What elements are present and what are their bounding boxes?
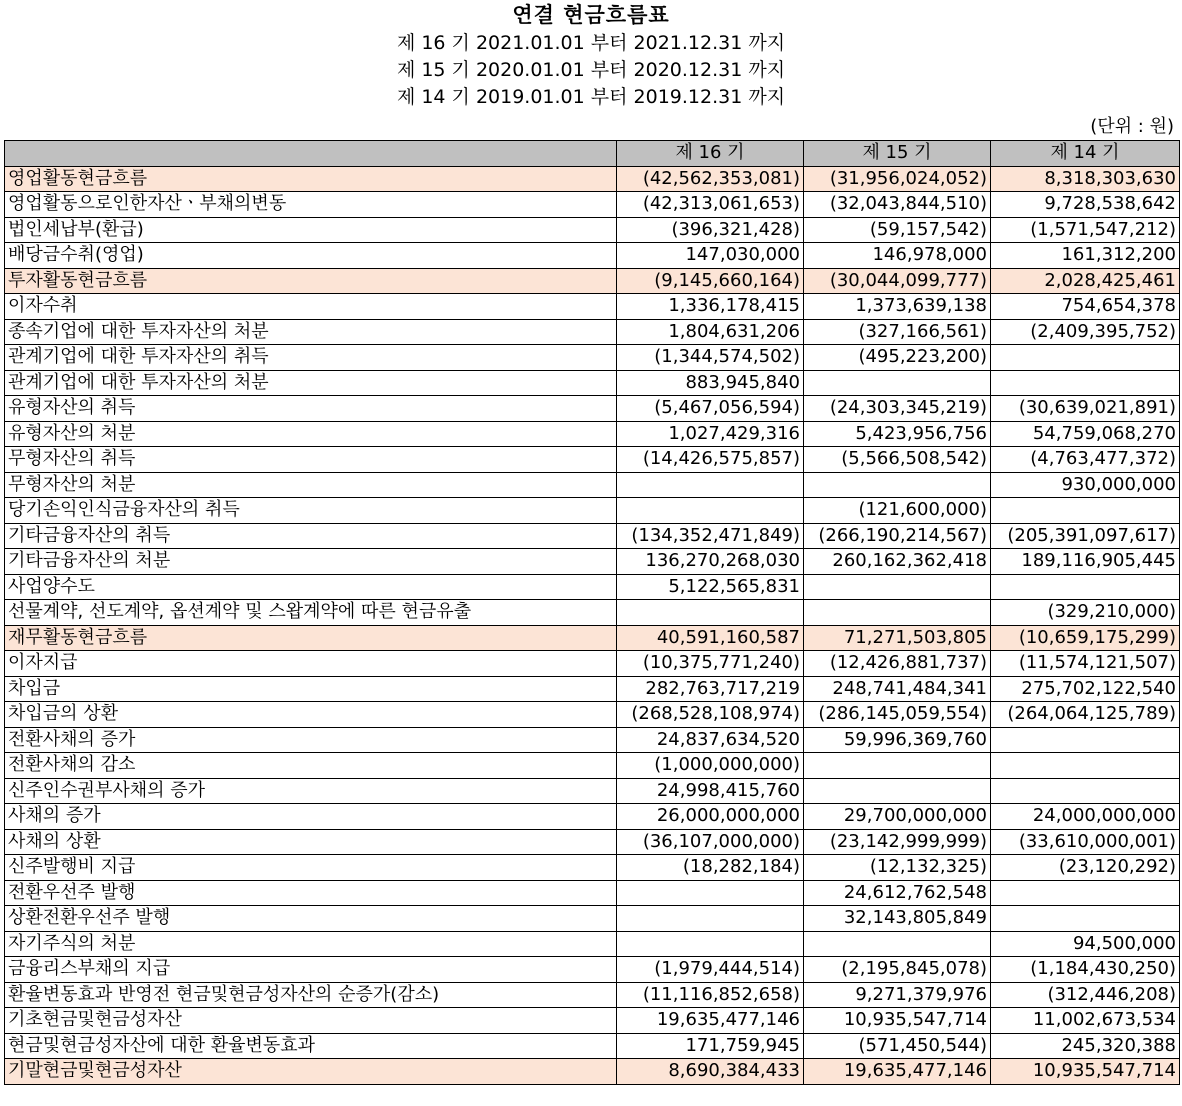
period-line-15: 제 15 기 2020.01.01 부터 2020.12.31 까지 bbox=[396, 59, 786, 81]
value-period-15 bbox=[804, 931, 991, 957]
account-label: 자기주식의 처분 bbox=[5, 931, 617, 957]
account-label: 기타금융자산의 처분 bbox=[5, 549, 617, 575]
document-title: 연결 현금흐름표 bbox=[512, 3, 670, 27]
value-period-16: 282,763,717,219 bbox=[617, 676, 804, 702]
account-label: 전환우선주 발행 bbox=[5, 880, 617, 906]
table-row bbox=[5, 906, 1180, 932]
value-period-16 bbox=[617, 600, 804, 626]
value-period-14 bbox=[991, 753, 1180, 779]
account-label: 기초현금및현금성자산 bbox=[5, 1008, 617, 1034]
table-row bbox=[5, 727, 1180, 753]
table-row bbox=[5, 549, 1180, 575]
value-period-16: 883,945,840 bbox=[617, 370, 804, 396]
value-period-16 bbox=[617, 498, 804, 524]
value-period-14: 245,320,388 bbox=[991, 1033, 1180, 1059]
table-row bbox=[5, 523, 1180, 549]
value-period-15: 32,143,805,849 bbox=[804, 906, 991, 932]
value-period-15: (327,166,561) bbox=[804, 319, 991, 345]
value-period-14: 54,759,068,270 bbox=[991, 421, 1180, 447]
value-period-16: 1,336,178,415 bbox=[617, 294, 804, 320]
account-label: 기타금융자산의 취득 bbox=[5, 523, 617, 549]
value-period-16: (1,979,444,514) bbox=[617, 957, 804, 983]
value-period-14 bbox=[991, 370, 1180, 396]
value-period-15 bbox=[804, 600, 991, 626]
value-period-14: (4,763,477,372) bbox=[991, 447, 1180, 473]
account-label: 유형자산의 취득 bbox=[5, 396, 617, 422]
value-period-15: 5,423,956,756 bbox=[804, 421, 991, 447]
value-period-16 bbox=[617, 880, 804, 906]
value-period-14: (1,184,430,250) bbox=[991, 957, 1180, 983]
section-row bbox=[5, 166, 1180, 192]
value-period-14 bbox=[991, 498, 1180, 524]
value-period-14: 94,500,000 bbox=[991, 931, 1180, 957]
value-period-15: (30,044,099,777) bbox=[804, 268, 991, 294]
value-period-16: 8,690,384,433 bbox=[617, 1059, 804, 1085]
table-row bbox=[5, 600, 1180, 626]
account-label: 전환사채의 감소 bbox=[5, 753, 617, 779]
account-label: 투자활동현금흐름 bbox=[5, 268, 617, 294]
value-period-14: 11,002,673,534 bbox=[991, 1008, 1180, 1034]
value-period-14: (264,064,125,789) bbox=[991, 702, 1180, 728]
account-label: 선물계약, 선도계약, 옵션계약 및 스왑계약에 따른 현금유출 bbox=[5, 600, 617, 626]
total-row bbox=[5, 1059, 1180, 1085]
table-row bbox=[5, 396, 1180, 422]
account-label: 당기손익인식금융자산의 취득 bbox=[5, 498, 617, 524]
value-period-15: (121,600,000) bbox=[804, 498, 991, 524]
account-label: 영업활동현금흐름 bbox=[5, 166, 617, 192]
value-period-15: 248,741,484,341 bbox=[804, 676, 991, 702]
account-label: 관계기업에 대한 투자자산의 취득 bbox=[5, 345, 617, 371]
account-label: 종속기업에 대한 투자자산의 처분 bbox=[5, 319, 617, 345]
cash-flow-table bbox=[4, 140, 1180, 1085]
account-label: 배당금수취(영업) bbox=[5, 243, 617, 269]
value-period-14: (11,574,121,507) bbox=[991, 651, 1180, 677]
value-period-15: 146,978,000 bbox=[804, 243, 991, 269]
account-label: 이자수취 bbox=[5, 294, 617, 320]
section-row bbox=[5, 268, 1180, 294]
value-period-14: 10,935,547,714 bbox=[991, 1059, 1180, 1085]
account-label: 유형자산의 처분 bbox=[5, 421, 617, 447]
value-period-16: (14,426,575,857) bbox=[617, 447, 804, 473]
value-period-16: (9,145,660,164) bbox=[617, 268, 804, 294]
value-period-15: (12,426,881,737) bbox=[804, 651, 991, 677]
value-period-14: (2,409,395,752) bbox=[991, 319, 1180, 345]
value-period-14: (10,659,175,299) bbox=[991, 625, 1180, 651]
table-row bbox=[5, 880, 1180, 906]
table-row bbox=[5, 855, 1180, 881]
account-label: 현금및현금성자산에 대한 환율변동효과 bbox=[5, 1033, 617, 1059]
value-period-14: 754,654,378 bbox=[991, 294, 1180, 320]
account-label: 무형자산의 처분 bbox=[5, 472, 617, 498]
value-period-15: 71,271,503,805 bbox=[804, 625, 991, 651]
account-label: 기말현금및현금성자산 bbox=[5, 1059, 617, 1085]
value-period-14: 24,000,000,000 bbox=[991, 804, 1180, 830]
account-label: 영업활동으로인한자산ㆍ부채의변동 bbox=[5, 192, 617, 218]
value-period-16: (268,528,108,974) bbox=[617, 702, 804, 728]
value-period-14 bbox=[991, 574, 1180, 600]
header-account bbox=[5, 141, 617, 167]
value-period-16: (134,352,471,849) bbox=[617, 523, 804, 549]
value-period-16: (42,313,061,653) bbox=[617, 192, 804, 218]
value-period-14 bbox=[991, 727, 1180, 753]
value-period-16: (11,116,852,658) bbox=[617, 982, 804, 1008]
value-period-15: (2,195,845,078) bbox=[804, 957, 991, 983]
account-label: 사채의 증가 bbox=[5, 804, 617, 830]
table-row bbox=[5, 447, 1180, 473]
value-period-16 bbox=[617, 906, 804, 932]
value-period-15: 24,612,762,548 bbox=[804, 880, 991, 906]
account-label: 상환전환우선주 발행 bbox=[5, 906, 617, 932]
value-period-14: 275,702,122,540 bbox=[991, 676, 1180, 702]
value-period-15: 1,373,639,138 bbox=[804, 294, 991, 320]
value-period-16: 171,759,945 bbox=[617, 1033, 804, 1059]
value-period-15: (571,450,544) bbox=[804, 1033, 991, 1059]
value-period-14: 2,028,425,461 bbox=[991, 268, 1180, 294]
account-label: 사업양수도 bbox=[5, 574, 617, 600]
table-row bbox=[5, 294, 1180, 320]
value-period-15: (266,190,214,567) bbox=[804, 523, 991, 549]
value-period-15: 19,635,477,146 bbox=[804, 1059, 991, 1085]
value-period-15: (286,145,059,554) bbox=[804, 702, 991, 728]
value-period-15: (31,956,024,052) bbox=[804, 166, 991, 192]
value-period-15: 9,271,379,976 bbox=[804, 982, 991, 1008]
value-period-15: (23,142,999,999) bbox=[804, 829, 991, 855]
value-period-14: (33,610,000,001) bbox=[991, 829, 1180, 855]
account-label: 전환사채의 증가 bbox=[5, 727, 617, 753]
value-period-15: (24,303,345,219) bbox=[804, 396, 991, 422]
value-period-16: 24,998,415,760 bbox=[617, 778, 804, 804]
account-label: 환율변동효과 반영전 현금및현금성자산의 순증가(감소) bbox=[5, 982, 617, 1008]
value-period-14: 189,116,905,445 bbox=[991, 549, 1180, 575]
value-period-16: 1,804,631,206 bbox=[617, 319, 804, 345]
value-period-15: 10,935,547,714 bbox=[804, 1008, 991, 1034]
value-period-16: 19,635,477,146 bbox=[617, 1008, 804, 1034]
header-period-14: 제 14 기 bbox=[991, 141, 1180, 167]
value-period-15: (32,043,844,510) bbox=[804, 192, 991, 218]
value-period-16: 24,837,634,520 bbox=[617, 727, 804, 753]
table-row bbox=[5, 243, 1180, 269]
value-period-16: 26,000,000,000 bbox=[617, 804, 804, 830]
value-period-16: 147,030,000 bbox=[617, 243, 804, 269]
value-period-16: (1,000,000,000) bbox=[617, 753, 804, 779]
value-period-14: (312,446,208) bbox=[991, 982, 1180, 1008]
table-row bbox=[5, 651, 1180, 677]
table-row bbox=[5, 1008, 1180, 1034]
value-period-14 bbox=[991, 778, 1180, 804]
value-period-16: (10,375,771,240) bbox=[617, 651, 804, 677]
table-row bbox=[5, 1033, 1180, 1059]
value-period-16: (18,282,184) bbox=[617, 855, 804, 881]
table-row bbox=[5, 192, 1180, 218]
value-period-14: 9,728,538,642 bbox=[991, 192, 1180, 218]
header-period-16: 제 16 기 bbox=[617, 141, 804, 167]
section-row bbox=[5, 625, 1180, 651]
account-label: 재무활동현금흐름 bbox=[5, 625, 617, 651]
account-label: 이자지급 bbox=[5, 651, 617, 677]
value-period-16 bbox=[617, 931, 804, 957]
value-period-16: (36,107,000,000) bbox=[617, 829, 804, 855]
value-period-14: (1,571,547,212) bbox=[991, 217, 1180, 243]
table-row bbox=[5, 829, 1180, 855]
value-period-16: (1,344,574,502) bbox=[617, 345, 804, 371]
value-period-16: 136,270,268,030 bbox=[617, 549, 804, 575]
value-period-15 bbox=[804, 778, 991, 804]
value-period-15: (495,223,200) bbox=[804, 345, 991, 371]
table-body bbox=[5, 166, 1180, 1084]
table-row bbox=[5, 370, 1180, 396]
account-label: 신주발행비 지급 bbox=[5, 855, 617, 881]
table-row bbox=[5, 957, 1180, 983]
value-period-16: (42,562,353,081) bbox=[617, 166, 804, 192]
table-row bbox=[5, 574, 1180, 600]
value-period-15 bbox=[804, 370, 991, 396]
value-period-14: 161,312,200 bbox=[991, 243, 1180, 269]
value-period-16: (396,321,428) bbox=[617, 217, 804, 243]
table-row bbox=[5, 931, 1180, 957]
value-period-14 bbox=[991, 906, 1180, 932]
account-label: 무형자산의 취득 bbox=[5, 447, 617, 473]
table-row bbox=[5, 804, 1180, 830]
value-period-14: 8,318,303,630 bbox=[991, 166, 1180, 192]
table-row bbox=[5, 778, 1180, 804]
account-label: 신주인수권부사채의 증가 bbox=[5, 778, 617, 804]
value-period-14: (205,391,097,617) bbox=[991, 523, 1180, 549]
account-label: 사채의 상환 bbox=[5, 829, 617, 855]
value-period-15: 29,700,000,000 bbox=[804, 804, 991, 830]
table-row bbox=[5, 319, 1180, 345]
account-label: 차입금 bbox=[5, 676, 617, 702]
table-header-row bbox=[5, 141, 1180, 167]
unit-label: (단위 : 원) bbox=[1090, 116, 1174, 137]
value-period-15: (5,566,508,542) bbox=[804, 447, 991, 473]
account-label: 법인세납부(환급) bbox=[5, 217, 617, 243]
value-period-15: (59,157,542) bbox=[804, 217, 991, 243]
value-period-15 bbox=[804, 753, 991, 779]
value-period-14: (23,120,292) bbox=[991, 855, 1180, 881]
table-row bbox=[5, 472, 1180, 498]
value-period-14: (30,639,021,891) bbox=[991, 396, 1180, 422]
value-period-15: 260,162,362,418 bbox=[804, 549, 991, 575]
value-period-14: 930,000,000 bbox=[991, 472, 1180, 498]
value-period-15 bbox=[804, 574, 991, 600]
table-row bbox=[5, 498, 1180, 524]
value-period-16: 40,591,160,587 bbox=[617, 625, 804, 651]
value-period-16: (5,467,056,594) bbox=[617, 396, 804, 422]
header-period-15: 제 15 기 bbox=[804, 141, 991, 167]
period-line-14: 제 14 기 2019.01.01 부터 2019.12.31 까지 bbox=[396, 86, 786, 108]
value-period-16: 1,027,429,316 bbox=[617, 421, 804, 447]
table-row bbox=[5, 217, 1180, 243]
value-period-15: (12,132,325) bbox=[804, 855, 991, 881]
value-period-15: 59,996,369,760 bbox=[804, 727, 991, 753]
value-period-15 bbox=[804, 472, 991, 498]
value-period-16 bbox=[617, 472, 804, 498]
account-label: 차입금의 상환 bbox=[5, 702, 617, 728]
table-row bbox=[5, 702, 1180, 728]
table-row bbox=[5, 676, 1180, 702]
value-period-14: (329,210,000) bbox=[991, 600, 1180, 626]
value-period-16: 5,122,565,831 bbox=[617, 574, 804, 600]
period-line-16: 제 16 기 2021.01.01 부터 2021.12.31 까지 bbox=[396, 32, 786, 54]
table-row bbox=[5, 982, 1180, 1008]
account-label: 금융리스부채의 지급 bbox=[5, 957, 617, 983]
table-row bbox=[5, 753, 1180, 779]
account-label: 관계기업에 대한 투자자산의 처분 bbox=[5, 370, 617, 396]
table-row bbox=[5, 345, 1180, 371]
value-period-14 bbox=[991, 880, 1180, 906]
table-row bbox=[5, 421, 1180, 447]
value-period-14 bbox=[991, 345, 1180, 371]
